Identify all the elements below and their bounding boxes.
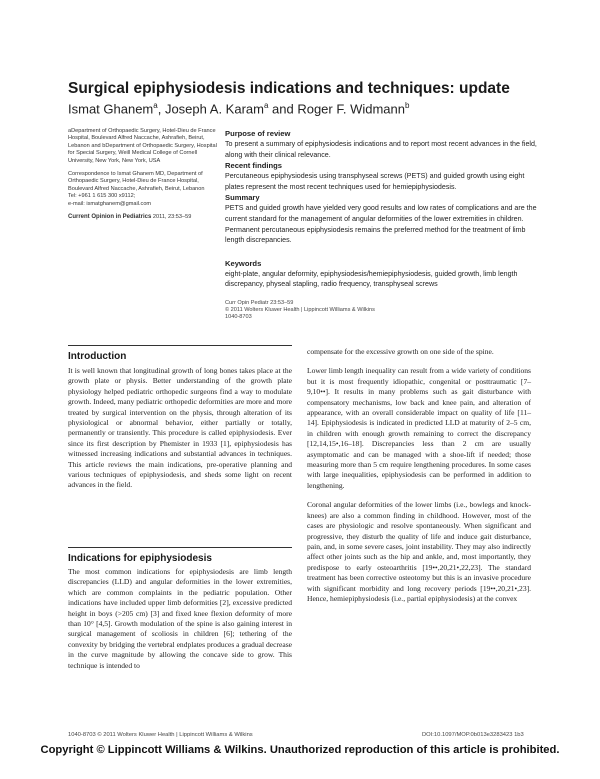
publication-copyright: © 2011 Wolters Kluwer Health | Lippincott Williams & Wilkins [225,306,375,313]
correspondence [68,171,218,208]
keywords-heading: Keywords [225,258,262,268]
abstract-purpose-heading: Purpose of review [225,129,291,138]
author-separator: , [157,101,165,117]
body-paragraph: Lower limb length inequality can result from a wide variety of conditions but it is most frequently idiopathic, congenital or posttraumatic [7–9,10••]. It results in many problems such as gait disturbance with compensatory mechanisms, low back and knee pain, and alteration of appearance, with an overall considerable impact on quality of life [11–14]. Epiphysiodesis is indicated in predicted LLD at maturity of 2–5 cm, in children with enough growth remaining to correct the discrepancy [12,14,15•,16–18]. Discrepancies less than 2 cm are usually asymptomatic and can be managed with a shoe-lift if needed; those measuring more than 5 cm require lengthening procedures. In some cases with large inequalities, epiphysiodesis can be performed in addition to lengthening. [307,366,531,490]
article-title: Surgical epiphysiodesis indications and techniques: update [68,80,510,97]
author-separator: and [268,101,298,117]
abstract-summary: PETS and guided growth have yielded very good results and low rates of complications and are the current standard for the management of angular deformities of the lower extremities in children. Permanent percutaneous epiphysiodesis remains the preferred method for the treatment of limb length discrepancies. [225,204,537,245]
author-name: Joseph A. Karam [164,101,264,117]
section-rule [68,345,292,346]
publication-info [225,300,545,320]
journal-citation [68,214,218,221]
abstract-findings-heading: Recent findings [225,161,282,171]
correspondence-phone: Tel: +961 1 615 300 x9112; [68,193,136,200]
abstract-summary-heading: Summary [225,193,260,203]
footer-doi: DOI:10.1097/MOP.0b013e3283423 1b3 [422,732,524,738]
body-paragraph: compensate for the excessive growth on one side of the spine. [307,347,494,356]
journal-volume: 2011, 23:53–59 [151,214,192,221]
introduction-heading: Introduction [68,351,127,362]
article-metadata [68,128,218,227]
journal-name: Current Opinion in Pediatrics [68,214,152,221]
introduction-body [68,366,292,500]
correspondence-address: Correspondence to Ismat Ghanem MD, Department of Orthopaedic Surgery, Hotel-Dieu de France Hospital, Boulevard Alfred Naccache, Ashrafieh, Beirut, Lebanon [68,171,205,192]
abstract-purpose: To present a summary of epiphysiodesis indications and to report most recent advances in the field, along with their clinical relevance. [225,140,537,159]
right-column-body [307,347,531,613]
keywords: eight-plate, angular deformity, epiphysiodesis/hemiepiphysiodesis, guided growth, limb length discrepancy, physeal stapling, radio frequency, transphyseal screws [225,269,518,289]
introduction-paragraph: It is well known that longitudinal growth of long bones takes place at the growth plate or physis. Better understanding of the growth plate physiology helped pediatric orthopedic surgeons find a way to modulate growth. Indeed, many pediatric orthopedic deformities are more and more treated by surgical intervention on the physis, through alteration of its physiological or abnormal behavior, either partially or totally, permanently or transiently. This procedure is called epiphysiodesis. Ever since its first description by Phemister in 1933 [1], epiphysiodesis has witnessed increasing indications and substantial advances in techniques. This article reviews the main indications, pre-operative planning and various techniques of epiphysiodesis, and sheds some light on recent advances in the field. [68,366,292,490]
author-affiliation-mark: a [153,101,158,110]
copyright-notice: Copyright © Lippincott Williams & Wilkins. Unauthorized reproduction of this article is prohibited. [40,744,560,756]
indications-heading: Indications for epiphysiodesis [68,553,212,564]
affiliation: aDepartment of Orthopaedic Surgery, Hotel-Dieu de France Hospital, Boulevard Alfred Naccache, Ashrafieh, Beirut, Lebanon and bDepartment of Orthopaedic Surgery, Hospital for Special Surgery, Weill Medical College of Cornell University, New York, New York, USA [68,128,217,164]
author-list [68,98,568,117]
abstract-findings: Percutaneous epiphysiodesis using transphyseal screws (PETS) and guided growth using eight plates represent the most recent techniques used for hemiepiphysiodesis. [225,172,525,191]
author-affiliation-mark: b [404,101,410,110]
indications-paragraph: The most common indications for epiphysiodesis are limb length discrepancies (LLD) and angular deformities in the lower extremities, which are common complaints in the pediatric population. Other indications have included upper limb deformities [2], excessive predicted height in boys (>205 cm) [3] and fixed knee flexion deformity of more than 10° [4,5]. Growth modulation of the spine is also gaining interest in surgical management of scoliosis in children [6]; tethering of the convexity by bridging the vertebral endplates produces a gradual decrease in the curve magnitude by allowing the concave side to grow. This technique is intended to [68,567,292,670]
author-name: Ismat Ghanem [68,101,154,117]
footer-issn: 1040-8703 © 2011 Wolters Kluwer Health | Lippincott Williams & Wilkins [68,732,253,738]
indications-body [68,567,292,680]
correspondence-email[interactable]: e-mail: ismatghanem@gmail.com [68,200,152,207]
publication-issn: 1040-8703 [225,313,252,320]
publication-citation: Curr Opin Pediatr 23:53–59 [225,299,294,306]
section-rule [68,547,292,548]
abstract [225,128,545,320]
author-name: Roger F. Widmann [297,101,405,117]
author-affiliation-mark: a [263,101,269,110]
body-paragraph: Coronal angular deformities of the lower limbs (i.e., bowlegs and knock-knees) are also a common finding in childhood. However, most of the cases are physiologic and resolve spontaneously. When significant and progressive, they disturb the quality of life and induce gait disturbance, pain, and, in some severe cases, joint instability. They may also indirectly affect other joints such as the hip and ankle, and, most importantly, they predispose to early osteoarthritis [19••,20,21•,22,23]. The standard treatment has been corrective osteotomy but this is an invasive procedure with significant morbidity and long recovery periods [19••,20,21•,23]. Hence, hemiepiphysiodesis (i.e., partial epiphysiodesis) at the convex [307,500,531,603]
